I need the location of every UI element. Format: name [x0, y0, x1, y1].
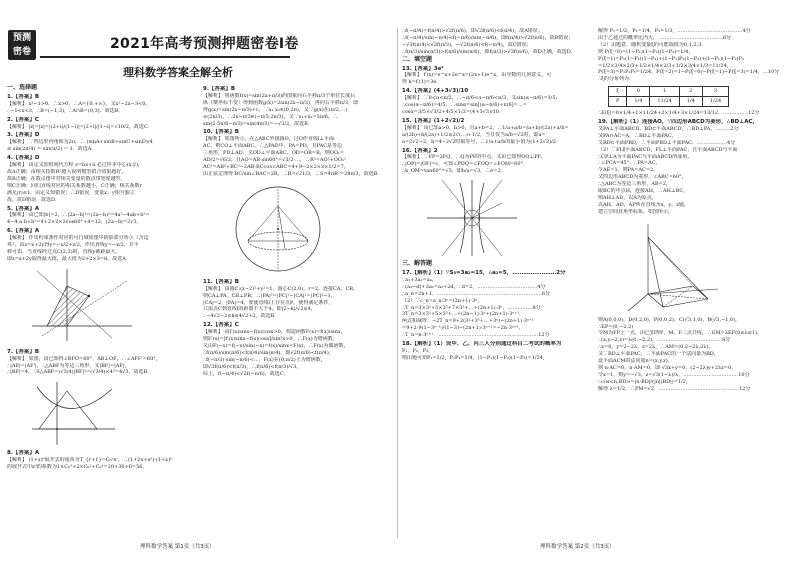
- solution-line: 由正弦定理得 BC/sin∠BAC=2R，∴R=√21/3，∴S=4πR²=28π/3，故选B．: [203, 170, 383, 177]
- solution-line: ∴T_n=n·3ⁿ⁺¹．……………………………………………………12分: [402, 332, 550, 339]
- solution-line: 令M为FP上一点，由已知得P，M，F三点共线，∴EM=λEF(0≤λ≤1)，: [598, 330, 762, 337]
- footer-page-1: 理科数学答案 第1页（共3页）: [140, 544, 215, 550]
- table-cell: 0: [627, 87, 650, 97]
- solution-line: ∴f(−π/4)=f(π/4)>√2f(π/6)，即√2f(π/6)<f(π/4)，故A错误；: [402, 28, 543, 34]
- solution-line: ∴T_n=3×3¹+5×3²+7×3³+…+(2n+1)·3ⁿ，……………8分: [402, 304, 541, 311]
- page-subtitle: 理科数学答案全解全析: [123, 66, 233, 79]
- answer-line: 6.【答案】A: [7, 228, 40, 235]
- logo-badge: [8, 30, 36, 60]
- column-4: [598, 28, 786, 534]
- answer-line: 11.【答案】B: [203, 278, 239, 285]
- table-row: [609, 87, 729, 97]
- answer-line: 8.【答案】A: [7, 450, 40, 457]
- answer-line: 1.【答案】B: [7, 93, 40, 100]
- solution-line: AC²=AB²+BC²−2AB·BCcos∠ABC=4+9−2×2×3×1/2=7，: [203, 163, 349, 170]
- solution-line: 界），由z=x+2y得y=−x/2+z/2，作出直线y=−x/2，并平: [7, 242, 139, 249]
- solution-line: =9+2·9(1−3ⁿ⁻¹)/(1−3)−(2n+1)·3ⁿ⁺¹=−2n·3ⁿ⁺¹，: [402, 325, 524, 332]
- answer-line: 16.【答案】2: [402, 147, 438, 154]
- solution-line: 解得 λ=1/2，∴PM=√2．…………………………………………12分: [598, 385, 751, 392]
- solution-line: 则 n·AC=0，n·AM=0，即 √3x+y=0，(2−2λ)y+2λz=0，: [598, 365, 737, 371]
- footer-page-2: 理科数学答案 第2页（共3页）: [540, 544, 615, 550]
- solution-line: cosα=3/5×√3/2+4/5×1/2=(4+3√3)/10．: [402, 108, 504, 115]
- title-divider: [40, 56, 290, 58]
- solution-line: 又PA⊥平面ABCD，BD⊂平面ABCD，∴BD⊥PA，………2分: [598, 125, 739, 132]
- solution-line: 只需点C到直线l的距离不大于4，即|2−k|/√2≤4，: [203, 306, 316, 313]
- solution-line: 又BD⊂平面PBD，∴平面PBD⊥平面PAC．………………4分: [598, 139, 736, 146]
- column-2: [203, 84, 393, 534]
- solution-line: 移可知，当直线经过点C(2,3)时，直线y截距最大，: [7, 248, 121, 255]
- solution-line: 又四边形ABCD为菱形，∠ABC=60°，: [598, 174, 687, 181]
- solution-line: ∴f(−π/4)/sin(−π/4)<f(−π/6)/sin(−π/6)，即f(π/4)>√2f(π/6)，故B错误；: [402, 34, 574, 41]
- solution-line: 解得 P₁=1/2，P₂=1/4，P₃=1/3，…………………………………4分: [598, 28, 751, 34]
- solution-line: ∴|BF|=4，∴S△ABF=(√3/4)|BF|²=(√3/4)×4²=4√3，故选B．: [7, 369, 153, 376]
- section-heading: 二、填空题: [402, 55, 433, 63]
- solution-line: 【解析】 ∵四边形内角和为2π，∴ (sinA+sinB+sinC+sinD)/4: [7, 139, 153, 146]
- distribution-table: [608, 86, 729, 107]
- solution-line: ∴E(ξ)=0×1/4+1×11/24+2×1/4+3×1/24=13/12．……………12分: [598, 110, 760, 117]
- column-1: [7, 84, 195, 534]
- solution-line: 则AH⊥AD，以A为原点，: [598, 194, 657, 201]
- table-cell: 1/4: [679, 97, 702, 107]
- table-cell: 2: [679, 87, 702, 97]
- solution-line: AC，则CO⊥平面ABC，∴△PAD中，PA=PD，且PAC是等边: [203, 143, 343, 150]
- solution-line: ∴f(π/6)/sin(π/6)<f(π/4)/sin(π/4)，即√2f(π/6)<f(π/4)，: [203, 349, 334, 356]
- solution-line: 即z=x+2y取得最大值，最大值为2+2×3=8，故选A．: [7, 255, 131, 262]
- solution-line: 【解析】 ∵FP=2FQ，∴Q为PF的中点，又由已知得OQ⊥PF，: [402, 154, 547, 161]
- page-title: 2021年高考预测押题密卷I卷: [110, 36, 299, 52]
- logo-line-1: 预测: [12, 33, 31, 43]
- table-cell: ξ: [609, 87, 627, 97]
- table-cell: 1/4: [627, 97, 650, 107]
- answer-line: 10.【答案】B: [203, 129, 239, 136]
- solution-line: ∴−4√2−2≤k≤4√2+2，故选B．: [203, 313, 280, 320]
- solution-line: 【解析】 作出约束条件对应的可行域如图中阴影部分所示（含边: [7, 235, 149, 242]
- solution-line: （2）∵c_n=a_n·3ⁿ=(2n+1)·3ⁿ，: [402, 297, 483, 304]
- answer-line: 2.【答案】C: [7, 116, 39, 123]
- solution-line: 【解析】 由f′(x)sinx−f(x)cosx>0，构造函数F(x)=f(x)/sinx，: [203, 329, 346, 336]
- solution-line: 3T_n=3×3²+5×3³+…+(2n−1)·3ⁿ+(2n+1)·3ⁿ⁺¹，: [402, 311, 525, 318]
- solution-line: 又∵BD⊥平面PAC，∴平面PAC的一个法向量为BD，: [598, 351, 719, 358]
- solution-line: 【解析】 由定义知时间代方程 z=bx+a̅ 必过样本中心(x̅,y̅)，: [7, 162, 143, 169]
- sphere-figure: [223, 181, 393, 276]
- pyramid-coordinate-figure: [618, 219, 786, 314]
- solution-line: 则由题可知P₁=1/2，P₁P₂=1/4，(1−P₁)(1−P₂)(1−P₃)=1/24，: [402, 354, 548, 361]
- solution-line: −√3f(π/4)<√2f(π/3)，−√2f(π/6)<f(−π/4)，故C错误；: [402, 41, 532, 48]
- solution-line: 【解析】 x²−1>0，∴x>0，∴A={0,+∞}，又x²−2x−3<0，: [7, 100, 151, 107]
- solution-line: |CA|=2，|PA|=4，要使直线l上存在点P，使得满足条件，: [203, 299, 334, 306]
- solution-line: 则 P(ξ=0)=(1−P₁)(1−P₂)(1−P₃)=1/4，: [598, 48, 694, 55]
- solution-line: 【解析】 |z|=|z|=|(2+i)/(1−i)|=|2+i|/|1−i|=√10/2，故选C．: [7, 123, 153, 130]
- solution-line: 则F′(x)=[f′(x)sinx−f(x)cosx]/sin²x>0，∴F(x)为增函数，: [203, 336, 338, 343]
- solution-line: ∴ξ的分布列为：: [598, 76, 634, 83]
- solution-line: 则A(0,0,0)，D(0,2,0)，P(0,0,2)，C(√3,1,0)，B(√3,−1,0)，: [598, 316, 741, 323]
- solution-line: 【解析】 由已知|b|=2，∴|2a−b|²=(2a−b)²=4a²−4ab+b²=: [7, 212, 150, 219]
- answer-line: 19.【解析】（1）连接AO，∵四边形ABCD为菱形，∴BD⊥AC，: [598, 118, 759, 125]
- answer-line: 14.【答案】(4+3√3)/10: [402, 88, 469, 95]
- solution-line: 又由F(−x)=f(−x)/sin(−x)=f(x)/sinx=F(x)，∴F(x)为偶函数，: [203, 342, 349, 349]
- solution-line: P₁，P₂，P₃，: [402, 348, 434, 354]
- solution-line: ∵a₁+3a₂=a₄，: [402, 276, 437, 283]
- solution-line: ∴cos<n,BD>=|n·BD|/(|n||BD|)=1/2，: [598, 378, 691, 385]
- solution-line: 【解析】 ∵0<α<π/2，∴−π/6<α−π/6<π/3，又sin(α−π/6)=3/5，: [402, 95, 561, 102]
- table-cell: 11/24: [650, 97, 679, 107]
- feasible-region-figure: [27, 266, 195, 346]
- solution-line: ∴△ABC为等边三角形，AB=2，: [598, 181, 671, 188]
- solution-line: 设平面ACM的法向量n=(x,y,z)，: [598, 358, 673, 365]
- solution-line: 故A正确；由相关指数R²越大说明模型拟合效果越好，: [7, 168, 127, 175]
- answer-line: 7.【答案】B: [7, 348, 40, 355]
- solution-line: 得g(x)=sin(2x−π/3)+c，∵x₁,x₂∈(0,2π)，又∵g(x)在(π/2,…): [203, 106, 348, 113]
- column-3: [402, 28, 590, 534]
- solution-line: ∴EP=(0,−2,2): [598, 323, 634, 330]
- answer-line: 17.【解析】（1）∵S₃=3a₂=15，∴a₂=5，……………………2分: [402, 270, 566, 277]
- solution-line: 满足|r|≤1，由定义知错误；∴D错误．变量x、y相互独立: [7, 189, 135, 196]
- solution-line: 以AH，AD，AP所在直线为x、y、z轴，: [598, 201, 689, 208]
- solution-line: ∴f(π/3)/sin(π/3)>f(π/6)/sin(π/6)，即f(π/3)>√3f(π/6)，故D正确，故选D．: [402, 48, 576, 55]
- solution-line: 令AE=1，则PA=AC=2，: [598, 167, 659, 174]
- solution-line: 综上，f(−π/4)<√2f(−π/6)，故选C．: [203, 370, 289, 377]
- section-heading: 三、解答题: [402, 260, 433, 268]
- solution-line: 则CA⊥PA，CB⊥PB，∴|PA|²=|PC|²−|CA|²=|PC|²−1，: [203, 292, 336, 299]
- solution-line: ∴a_n=2n+1．………………………………………………………6分: [402, 290, 551, 297]
- solution-line: 【解析】 由已知a>0，b>0，且a+b=2，∴1/a+a/b=(a+b)/(2a)+a/b=: [402, 124, 569, 131]
- answer-line: 9.【答案】B: [203, 86, 236, 92]
- solution-line: 【解析】 如图，由已知得∠BFO=60°，AB⊥OF，∴∠AFF'=60°，: [7, 355, 161, 362]
- answer-line: 5.【答案】A: [7, 205, 40, 212]
- solution-line: 令x=1，则y=−√3，z=√3(1−λ)/λ，……………………………10分: [598, 371, 750, 378]
- solution-line: 故B正确；在散点图中对相关变量的散点带宽度越窄，: [7, 175, 126, 182]
- solution-line: 4−4·a·b+b²=4+2×2×2cos60°+4=12，|2a−b|=2√3．: [7, 219, 142, 226]
- solution-line: P(ξ=3)=P₁P₂P₃=1/24，P(ξ=2)=1−P(ξ=0)−P(ξ=1)−P(ξ=3)=1/4，…10分: [598, 69, 780, 76]
- table-row: [609, 97, 729, 107]
- solution-line: 【解析】 由圆C:(x−2)²+y²=1，圆心C(2,0)，r=2，连接CA，CB，: [203, 285, 358, 292]
- table-cell: P: [609, 97, 627, 107]
- solution-line: ≤(2π/3)，∴2x−π/3∈(−π/3,2π/3)，又∵x₁+x₂=5π/6，∴: [203, 113, 338, 120]
- solution-line: ∴x=0，y=2−2λ，z=2λ，∴AM=(0,2−2λ,2λ)，: [598, 344, 714, 351]
- solution-line: AD/2=√6/2，且AO=AB·sin60°=√3/2·…，∴R²=AO²+OO₁²: [203, 157, 347, 164]
- solution-line: （2）由题意，随机变量ξ的可能取值为0,1,2,3．: [598, 41, 707, 48]
- solution-line: 【解析】 f′(x)=e^x+2e^x=(2x+1)e^x，由导数的几何意义，可: [402, 72, 552, 79]
- solution-line: （2）∵FL∥平面ABCD，FL⊥平面PAC，且平面ABCD与平面: [598, 146, 738, 153]
- solution-line: 故，故D错误．故选D．: [7, 196, 61, 203]
- solution-line: 又PA∩AC=A，∴BD⊥平面PAC，: [598, 132, 677, 139]
- section-heading-choice: 一、选择题: [7, 84, 38, 91]
- solution-line: 纵（横坐标不变）得到函数g(x)=2sin(2x−π/3)，再向右平移π/3，即: [203, 99, 359, 106]
- solution-line: 【解析】 (1+x)⁶展开式的通项为T_{r+1}=C₆ʳxʳ，∴(1+2x+x²)·(1+x)⁶: [7, 457, 172, 464]
- solution-line: P(ξ=1)=P₁(1−P₂)(1−P₃)+(1−P₁)P₂(1−P₃)+(1−P₁)(1−P₂)P₃: [598, 55, 744, 62]
- solution-line: 【解析】 如图所示，在△ABC外接圆O，过O作直线l⊥平面: [203, 136, 335, 143]
- solution-line: 由于乙通过的概率比丙大，…………………………………6分: [598, 34, 732, 41]
- answer-line: 3.【答案】D: [7, 132, 40, 139]
- solution-line: ∴(a₂−d)+3a₂=a₂+2d，∴d=2，………………………………4分: [402, 283, 546, 290]
- hyperbola-focus-figure: [27, 379, 195, 447]
- solution-line: ∴∠PCA=45°，∴PA=AC，: [598, 160, 661, 167]
- solution-line: sin(2·5π/6−π/3)=sin(4π/3)=−√3/2，故选B．: [203, 120, 313, 127]
- solution-line: 两式相减得：−2T_n=9+2(3²+3³+…+3ⁿ)−(2n+1)·3ⁿ⁺¹: [402, 318, 534, 325]
- solution-line: a/(2b)+b/(2a)+1/2≥2√(…)+1/2，当且仅当a/b=√2时，即a=: [402, 131, 546, 138]
- solution-line: a=2√2−2，b=4−2√2时取等号，∴1/a+a/b的最小值为(1+2√2)/2．: [402, 138, 561, 145]
- solution-line: 得 k=f′(1)=3e．: [402, 79, 442, 86]
- solution-line: 建立空间直角坐标系，如图所示，: [598, 208, 674, 215]
- answer-line: 4.【答案】D: [7, 155, 40, 162]
- solution-line: ∴|AF|=|AF'|，∴△ABF为等边三角形，又|BF|=|AF|，: [7, 362, 130, 369]
- table-cell: 3: [702, 87, 728, 97]
- answer-line: 12.【答案】C: [203, 322, 239, 329]
- answer-line: 18.【解析】（1）设甲、乙、丙三人分别通过科目二考试的概率为: [402, 341, 562, 348]
- answer-line: 15.【答案】(1+2√2)/2: [402, 117, 465, 124]
- solution-line: ∴cos(α−π/6)=4/5，∴sinα=sin[(α−π/6)+π/6]=…=: [402, 102, 527, 109]
- solution-line: ∴k_OM=tan60°=√3，即b/a=√3，∴e=2．: [402, 168, 506, 175]
- solution-line: ∴|OP|=|OF|=c，可知∠POQ=∠FOQ=∠FOM=60°，: [402, 161, 529, 168]
- page-fold-divider: [397, 28, 398, 538]
- solution-line: 取BC的中点H，连接AH，∴AH⊥BC，: [598, 188, 689, 195]
- solution-line: =1/2×3/4×2/3+1/2×1/4×2/3+1/2×3/4×1/3=11/24，: [598, 62, 732, 69]
- solution-line: 即√3f(π/6)<f(π/3)，∴f(π/6)<f(π/3)/√3，: [203, 363, 302, 370]
- solution-line: 的展开式中x³的系数为1×C₆³+2×C₆²+C₆¹=20+30+6=56．: [7, 464, 148, 471]
- solution-line: 则C正确：回归直线对应的相关系数越小，C正确；相关系数r: [7, 182, 143, 189]
- answer-line: 13.【答案】3e²: [402, 65, 444, 72]
- logo-line-2: 密卷: [12, 47, 31, 57]
- solution-line: 三角形，PD⊥AD，又OD⊥平面ABC，OD=OB=R，则OO₁=: [203, 150, 345, 157]
- table-cell: 1/24: [702, 97, 728, 107]
- solution-line: ∴CP⊥A为平面PAC与平面ABCD所成角，: [598, 153, 693, 160]
- hyperbola-asymptote-figure: [422, 178, 590, 258]
- solution-line: ∴(x,y−2,z)=λ(0,−2,2)，…………………………………8分: [598, 337, 731, 344]
- solution-line: ∴−1<x<3，∴B=(−1,3)，∴A∩B=(0,3)．故选B．: [7, 107, 124, 114]
- table-cell: 1: [650, 87, 679, 97]
- solution-line: 【解析】 将函数f(x)=sin(2x+π/3)的图象向右平移π/3个单位长度后: [203, 92, 356, 99]
- solution-line: ≤ sin(2π/4) = sin(π/2) = 1．故选A．: [7, 146, 97, 153]
- solution-line: ∴f(−π/3)·sin(−π/6)<…，F(x)在(0,π/2)上为增函数，: [203, 356, 326, 363]
